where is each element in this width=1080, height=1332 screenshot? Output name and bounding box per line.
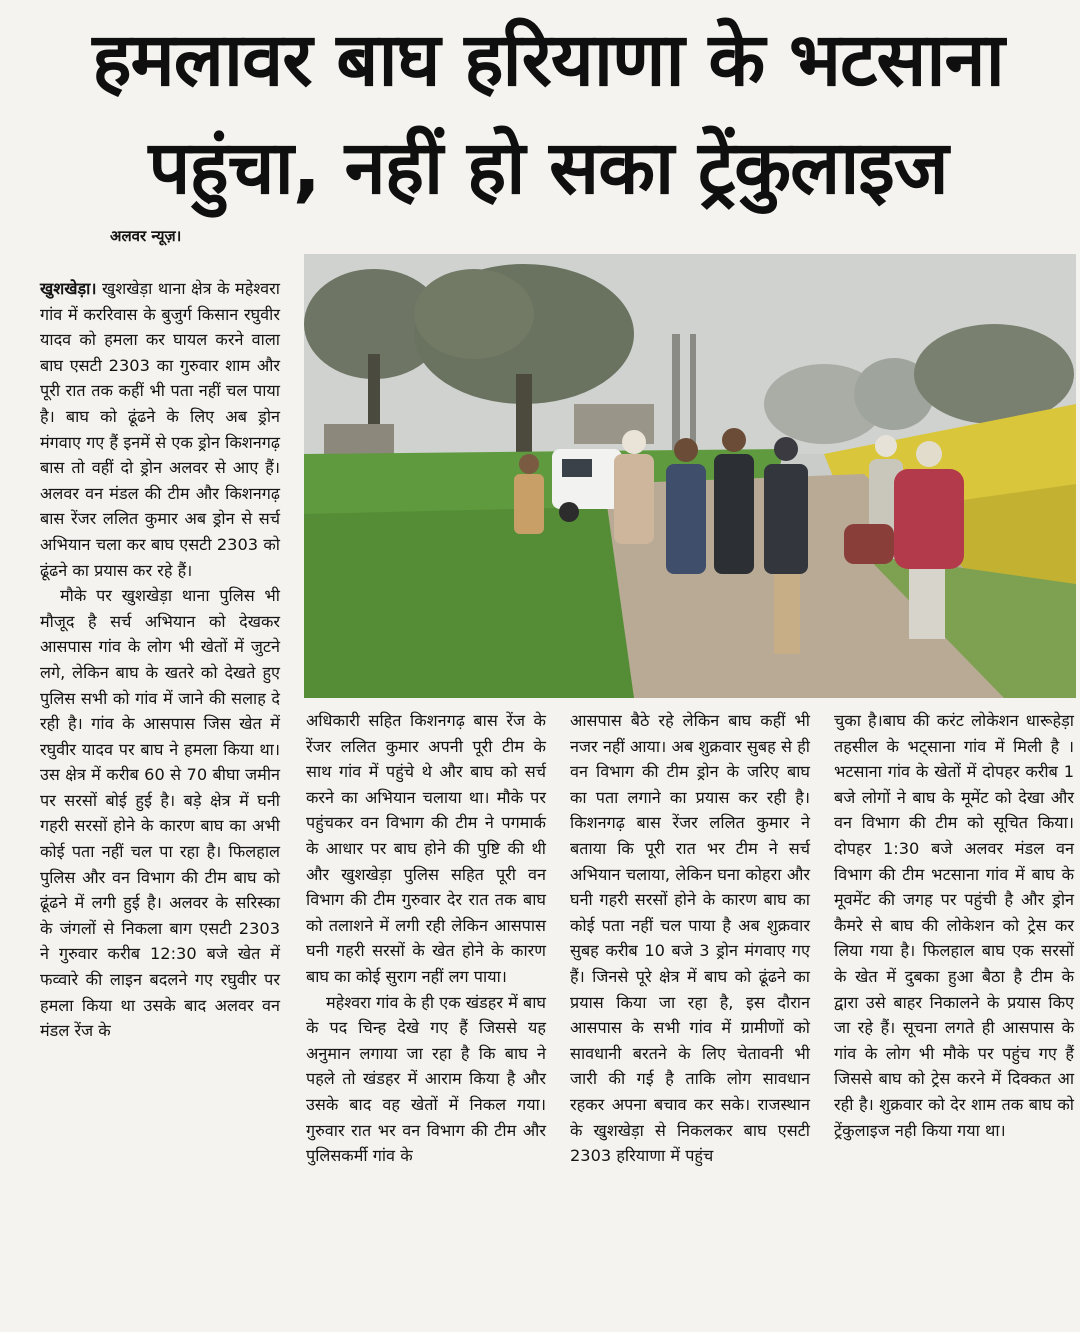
article-column-2 <box>306 708 546 1169</box>
column-3-paragraph-1: आसपास बैठे रहे लेकिन बाघ कहीं भी नजर नहीं आया। अब शुक्रवार सुबह से ही वन विभाग की टीम ड्रोन के जरिए बाघ का पता लगाने का प्रयास कर रही है। किशनगढ़ बास रेंजर ललित कुमार ने बताया कि पूरी रात भर टीम ने सर्च अभियान चलाया, लेकिन घना कोहरा और घनी गहरी सरसों होने के कारण बाघ का कोई पता नहीं चल पाया है अब शुक्रवार सुबह करीब 10 बजे 3 ड्रोन मंगवाए गए हैं। जिनसे पूरे क्षेत्र में बाघ को ढूंढने का प्रयास किया जा रहा है, इस दौरान आसपास के सभी गांव में ग्रामीणों को सावधानी बरतने के लिए चेतावनी भी जारी की गई है ताकि लोग सावधान रहकर अपना बचाव कर सके। राजस्थान के खुशखेड़ा से निकलकर बाघ एसटी 2303 हरियाणा में पहुंच <box>570 711 810 1166</box>
byline: अलवर न्यूज़। <box>110 227 182 245</box>
article-column-1 <box>40 276 280 1044</box>
headline <box>28 6 1068 222</box>
headline-line-2: पहुंचा, नहीं हो सका ट्रेंकुलाइज <box>148 125 948 211</box>
column-1-paragraph-2: मौके पर खुशखेड़ा थाना पुलिस भी मौजूद है सर्च अभियान को देखकर आसपास गांव के लोग भी खेतों में जुटने लगे, लेकिन बाघ के खतरे को देखते हुए पुलिस सभी को गांव में जाने की सलाह दे रही है। गांव के आसपास जिस खेत में रघुवीर यादव पर बाघ ने हमला किया था। उस क्षेत्र में करीब 60 से 70 बीघा जमीन पर सरसों बोई हुई है। बड़े क्षेत्र में घनी गहरी सरसों होने के कारण बाघ का अभी कोई पता नहीं चल पा रहा है। फिलहाल पुलिस और वन विभाग की टीम बाघ को ढूंढने में लगी हुई है। अलवर के सरिस्का के जंगलों से निकला बाग एसटी 2303 ने गुरुवार करीब 12:30 बजे खेत में फव्वारे की लाइन बदलने गए रघुवीर पर हमला किया था उसके बाद अलवर वन मंडल रेंज के <box>40 586 280 1041</box>
headline-line-1: हमलावर बाघ हरियाणा के भटसाना <box>92 17 1004 103</box>
column-2-paragraph-2: महेश्वरा गांव के ही एक खंडहर में बाघ के पद चिन्ह देखे गए हैं जिससे यह अनुमान लगाया जा रहा है कि बाघ ने पहले तो खंडहर में आराम किया है और उसके बाद वह खेतों में निकल गया। गुरुवार रात भर वन विभाग की टीम और पुलिसकर्मी गांव के <box>306 992 546 1166</box>
column-1-paragraph-1 <box>40 276 280 583</box>
article-column-4 <box>834 708 1074 1143</box>
column-4-paragraph-1: चुका है।बाघ की करंट लोकेशन धारूहेड़ा तहसील के भट्साना गांव में मिली है । भटसाना गांव के खेतों में दोपहर करीब 1 बजे लोगों ने बाघ के मूमेंट को देखा और वन विभाग की टीम को सूचित किया। दोपहर 1:30 बजे अलवर मंडल वन विभाग की टीम भटसाना गांव में बाघ के मूवमेंट की जगह पर पहुंची है और ड्रोन कैमरे से बाघ की लोकेशन को ट्रेस कर लिया गया है। फिलहाल बाघ एक सरसों के खेत में दुबका हुआ बैठा है टीम के द्वारा उसे बाहर निकालने के प्रयास किए जा रहे हैं। सूचना लगते ही आसपास के गांव के लोग भी मौके पर पहुंच गए हैं जिससे बाघ को ट्रेस करने में दिक्कत आ रही है। शुक्रवार को देर शाम तक बाघ को ट्रेंकुलाइज नही किया गया था। <box>834 711 1074 1140</box>
dateline: खुशखेड़ा। <box>40 279 97 298</box>
field-search-scene <box>304 254 1076 698</box>
column-1-text-1: खुशखेड़ा थाना क्षेत्र के महेश्वरा गांव में कररिवास के बुजुर्ग किसान रघुवीर यादव को हमला कर घायल करने वाला बाघ एसटी 2303 का गुरुवार शाम और पूरी रात तक कहीं भी पता नहीं चल पाया है। बाघ को ढूंढने के लिए अब ड्रोन मंगवाए गए हैं इनमें से एक ड्रोन किशनगढ़ बास तो वहीं दो ड्रोन अलवर से आए हैं। अलवर वन मंडल की टीम और किशनगढ़ बास रेंजर ललित कुमार अब ड्रोन से सर्च अभियान चला कर बाघ एसटी 2303 को ढूंढने का प्रयास कर रहे हैं। <box>40 279 280 580</box>
news-photo <box>304 254 1076 698</box>
column-2-paragraph-1: अधिकारी सहित किशनगढ़ बास रेंज के रेंजर ललित कुमार अपनी पूरी टीम के साथ गांव में पहुंचे थे और बाघ को सर्च करने का अभियान चलाया था। मौके पर पहुंचकर वन विभाग की टीम ने पगमार्क के आधार पर बाघ होने की पुष्टि की थी और खुशखेड़ा पुलिस सहित पूरी वन विभाग की टीम गुरुवार देर रात तक बाघ को तलाशने में लगी रही लेकिन आसपास घनी गहरी सरसों के खेत होने के कारण बाघ का कोई सुराग नहीं लग पाया। <box>306 711 546 986</box>
article-column-3 <box>570 708 810 1169</box>
